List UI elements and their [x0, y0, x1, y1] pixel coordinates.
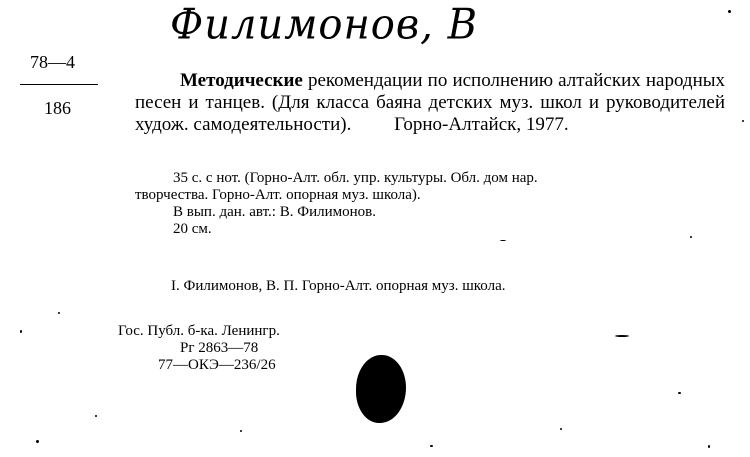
scan-speck	[560, 428, 562, 430]
scan-speck	[500, 240, 506, 241]
scan-speck	[95, 415, 97, 417]
call-number-bottom: 186	[44, 98, 71, 118]
entry-title-rest: рекомендации по исполнению алтайских народных песен и танцев. (Для класса баяна детских муз. школ и руководителей худож. самодеятельности).	[135, 70, 726, 135]
scan-speck	[615, 335, 629, 337]
scan-speck	[20, 330, 22, 333]
library-line-2: Рг 2863—78	[180, 340, 259, 356]
scan-speck	[678, 392, 681, 394]
call-number-divider	[20, 84, 98, 85]
scan-speck	[708, 445, 710, 448]
entry-imprint: Горно-Алтайск, 1977.	[394, 114, 569, 135]
scan-speck	[690, 236, 692, 238]
scan-speck	[36, 440, 39, 443]
description-line-4: 20 см.	[173, 221, 212, 237]
call-number-top: 78—4	[30, 52, 75, 72]
scan-speck	[728, 10, 731, 13]
punch-hole	[356, 355, 406, 423]
description-line-1: 35 с. с нот. (Горно-Алт. обл. упр. культуры. Обл. дом нар.	[173, 170, 538, 186]
scan-speck	[58, 312, 60, 314]
description-line-2: творчества. Горно-Алт. опорная муз. школа).	[135, 187, 421, 203]
library-stamp	[118, 323, 280, 374]
bibliographic-entry	[135, 70, 725, 136]
scan-speck	[240, 430, 242, 432]
scan-speck	[742, 120, 744, 122]
library-line-1: Гос. Публ. б-ка. Ленингр.	[118, 323, 280, 339]
tracing-line: I. Филимонов, В. П. Горно-Алт. опорная муз. школа.	[171, 278, 506, 294]
scan-speck	[430, 445, 433, 447]
physical-description	[135, 170, 725, 238]
entry-title-bold: Методические	[180, 70, 303, 91]
description-line-3: В вып. дан. авт.: В. Филимонов.	[173, 204, 376, 220]
handwritten-author-heading: Филимонов, В	[170, 0, 478, 50]
library-line-3: 77—ОКЭ—236/26	[158, 357, 276, 373]
